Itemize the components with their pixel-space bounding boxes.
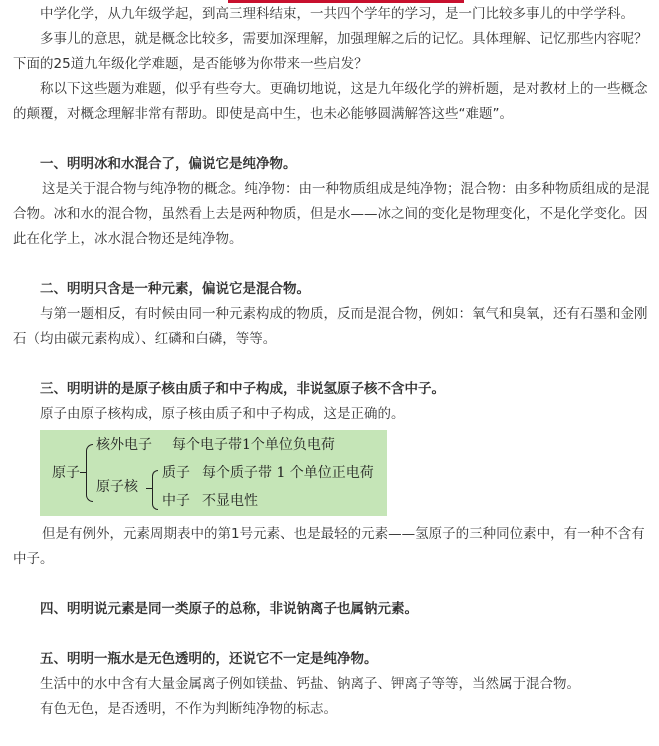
section-3-heading: 三、明明讲的是原子核由质子和中子构成，非说氢原子核不含中子。 — [40, 381, 445, 397]
section-1-heading: 一、明明冰和水混合了，偏说它是纯净物。 — [40, 156, 297, 172]
outer-brace — [86, 444, 93, 502]
electron-label: 核外电子 — [96, 437, 152, 453]
proton-desc: 每个质子带 1 个单位正电荷 — [202, 465, 374, 481]
electron-desc: 每个电子带1个单位负电荷 — [172, 437, 335, 453]
neutron-desc: 不显电性 — [202, 493, 258, 509]
section-4-heading: 四、明明说元素是同一类原子的总称，非说钠离子也属钠元素。 — [40, 601, 418, 617]
section-5-heading: 五、明明一瓶水是无色透明的，还说它不一定是纯净物。 — [40, 651, 378, 667]
proton-label: 质子 — [162, 465, 190, 481]
section-2-heading: 二、明明只含是一种元素，偏说它是混合物。 — [40, 281, 310, 297]
intro-paragraph-3: 称以下这些题为难题，似乎有些夸大。更确切地说，这是九年级化学的辨析题，是对教材上的一些概念的颠覆，对概念理解非常有帮助。即使是高中生，也未必能够圆满解答这些“难题”。 — [13, 81, 648, 122]
section-2-body: 与第一题相反，有时候由同一种元素构成的物质，反而是混合物，例如：氧气和臭氧，还有石墨和金刚石（均由碳元素构成）、红磷和白磷，等等。 — [13, 306, 648, 347]
section-3-after: 但是有例外，元素周期表中的第1号元素、也是最轻的元素——氢原子的三种同位素中，有一种不含有中子。 — [13, 526, 645, 567]
atom-label: 原子 — [52, 465, 80, 481]
inner-brace — [152, 470, 158, 510]
neutron-label: 中子 — [162, 493, 190, 509]
intro-paragraph-1: 中学化学，从九年级学起，到高三理科结束，一共四个学年的学习，是一门比较多事儿的中学学科。 — [40, 6, 634, 22]
section-3-body: 原子由原子核构成，原子核由质子和中子构成，这是正确的。 — [40, 406, 405, 422]
nucleus-label: 原子核 — [96, 479, 138, 495]
section-5-after: 有色无色，是否透明，不作为判断纯净物的标志。 — [40, 701, 337, 717]
intro-paragraph-2: 多事儿的意思，就是概念比较多，需要加深理解，加强理解之后的记忆。具体理解、记忆那些内容呢？下面的25道九年级化学难题，是否能够为你带来一些启发？ — [13, 31, 648, 72]
section-5-body: 生活中的水中含有大量金属离子例如镁盐、钙盐、钠离子、钾离子等等，当然属于混合物。 — [40, 676, 580, 692]
article-body — [13, 2, 653, 722]
atom-structure-figure — [40, 430, 387, 516]
section-1-body: 这是关于混合物与纯净物的概念。纯净物：由一种物质组成是纯净物；混合物：由多种物质组成的是混合物。冰和水的混合物，虽然看上去是两种物质，但是水——冰之间的变化是物理变化，不是化学变化。因此在化学上，冰水混合物还是纯净物。 — [13, 181, 650, 247]
